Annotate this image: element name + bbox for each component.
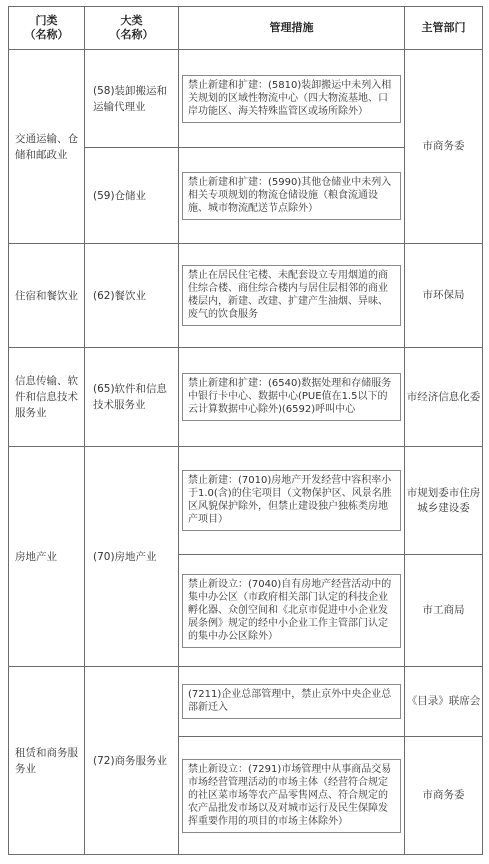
measure-cell (179, 148, 405, 244)
measure-cell (179, 50, 405, 148)
header-row (9, 7, 483, 50)
header-dalei-sub: （名称） (109, 28, 154, 41)
category-cell: 住宿和餐饮业 (9, 244, 85, 348)
header-menlei (9, 7, 85, 50)
measure-cell (179, 348, 405, 447)
measure-text: 禁止新建和扩建：(5990)其他仓储业中未列入相关专项规划的物流仓储设施（粮食流通设施、城市物流配送节点除外） (182, 172, 401, 220)
measure-cell (179, 244, 405, 348)
header-menlei-label: 门类 (35, 14, 58, 27)
measure-text: 禁止新设立：(7291)市场管理中从事商品交易市场经营管理活动的市场主体（经营符合规定的社区菜市场等农产品零售网点、符合规定的农产品批发市场以及对城市运行及民生保障发挥重要作用的项目的市场主体除外） (182, 759, 401, 833)
subcategory-cell: (72)商务服务业 (85, 667, 179, 855)
department-cell: 市商务委 (405, 50, 483, 244)
measure-text: (7211)企业总部管理中，禁止京外中央企业总部新迁入 (182, 684, 401, 719)
subcategory-cell: (70)房地产业 (85, 447, 179, 667)
header-dalei-label: 大类 (120, 14, 143, 27)
table-row (9, 447, 483, 555)
category-cell: 房地产业 (9, 447, 85, 667)
subcategory-cell: (65)软件和信息技术服务业 (85, 348, 179, 447)
table-row (9, 50, 483, 148)
measure-cell (179, 447, 405, 555)
department-cell: 市规划委市住房城乡建设委 (405, 447, 483, 555)
measure-text: 禁止新建：(7010)房地产开发经营中容积率小于1.0(含)的住宅项目（文物保护区、风景名胜区风貌保护除外，但禁止建设独户独栋类房地产项目） (182, 470, 401, 531)
category-cell: 租赁和商务服务业 (9, 667, 85, 855)
department-cell: 市环保局 (405, 244, 483, 348)
header-dalei (85, 7, 179, 50)
measure-cell (179, 737, 405, 855)
table-row (9, 667, 483, 737)
category-cell: 信息传输、软件和信息技术服务业 (9, 348, 85, 447)
table-row (9, 348, 483, 447)
measure-text: 禁止新设立：(7040)自有房地产经营活动中的集中办公区（市政府相关部门认定的科技企业孵化器、众创空间和《北京市促进中小企业发展条例》规定的经中小企业工作主管部门认定的集中办公区除外） (182, 574, 401, 648)
department-cell: 《目录》联席会 (405, 667, 483, 737)
department-cell: 市商务委 (405, 737, 483, 855)
header-department: 主管部门 (405, 7, 483, 50)
measure-text: 禁止在居民住宅楼、未配套设立专用烟道的商住综合楼、商住综合楼内与居住层相邻的商业楼层内，新建、改建、扩建产生油烟、异味、废气的饮食服务 (182, 265, 401, 326)
department-cell: 市工商局 (405, 555, 483, 667)
measure-cell (179, 555, 405, 667)
table-row (9, 244, 483, 348)
subcategory-cell: (58)装卸搬运和运输代理业 (85, 50, 179, 148)
measure-text: 禁止新建和扩建：(5810)装卸搬运中未列入相关规划的区域性物流中心（四大物流基地、口岸功能区、海关特殊监管区或场所除外） (182, 75, 401, 123)
category-cell: 交通运输、仓储和邮政业 (9, 50, 85, 244)
subcategory-cell: (62)餐饮业 (85, 244, 179, 348)
subcategory-cell: (59)仓储业 (85, 148, 179, 244)
header-menlei-sub: （名称） (24, 28, 69, 41)
header-measures: 管理措施 (179, 7, 405, 50)
regulation-table (8, 6, 483, 855)
measure-text: 禁止新建和扩建：(6540)数据处理和存储服务中银行卡中心、数据中心(PUE值在1.5以下的云计算数据中心除外)(6592)呼叫中心 (182, 373, 401, 421)
department-cell: 市经济信息化委 (405, 348, 483, 447)
measure-cell (179, 667, 405, 737)
